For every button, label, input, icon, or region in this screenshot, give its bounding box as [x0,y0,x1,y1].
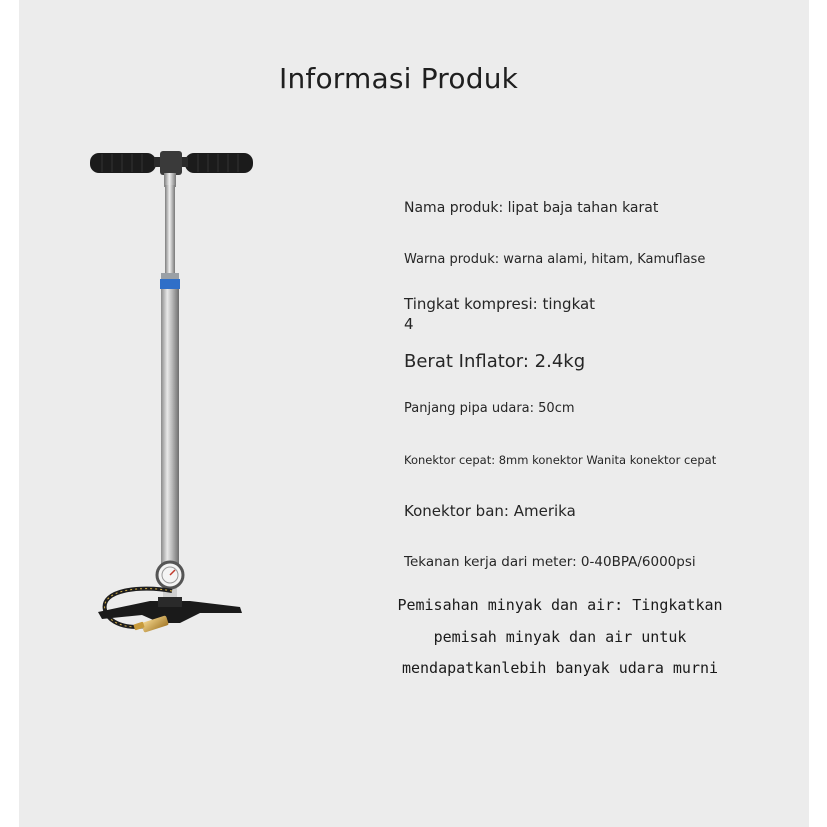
blue-ring [160,279,180,289]
spec-compression-level [404,294,614,334]
spec-product-name: Nama produk: lipat baja tahan karat [404,200,659,216]
spec-weight: Berat Inflator: 2.4kg [404,351,586,372]
spec-hose-length: Panjang pipa udara: 50cm [404,401,575,416]
oil-water-separation-note [385,590,735,685]
spec-compression-line1: Tingkat kompresi: tingkat [404,295,596,313]
spec-tire-connector: Konektor ban: Amerika [404,502,576,520]
spec-working-pressure: Tekanan kerja dari meter: 0-40BPA/6000psi [404,554,696,570]
note-line-3: mendapatkanlebih banyak udara murni [401,659,719,677]
page-title: Informasi Produk [279,62,519,95]
note-line-1: Pemisahan minyak dan air: Tingkatkan [397,596,723,614]
left-grip [90,153,156,173]
spec-quick-connector: Konektor cepat: 8mm konektor Wanita konektor cepat [404,453,717,467]
spec-product-color: Warna produk: warna alami, hitam, Kamuflase [404,252,706,267]
note-line-2: pemisah minyak dan air untuk [433,627,687,646]
hand-pump-illustration [80,145,260,645]
spec-compression-line2: 4 [404,315,414,333]
right-grip [185,153,253,173]
